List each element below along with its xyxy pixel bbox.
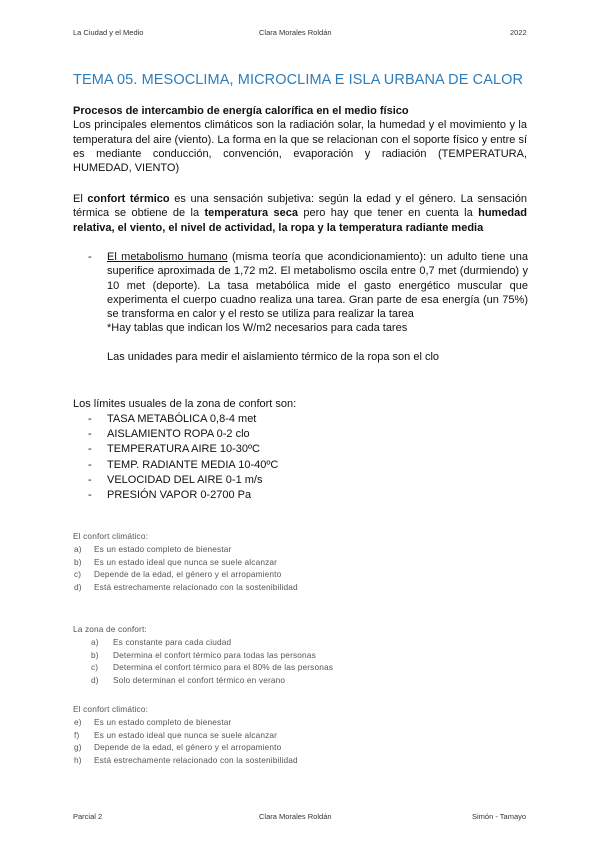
section-thermal-comfort (73, 192, 527, 235)
list-item: - TEMP. RADIANTE MEDIA 10-40ºC (88, 458, 279, 471)
quiz-question: El confort climático: (73, 704, 149, 714)
bullet-dash: - (88, 251, 92, 263)
quiz-option[interactable]: a) Es constante para cada ciudad (91, 636, 232, 647)
footer-teachers: Simón - Tamayo (472, 812, 527, 821)
text: es una sensación subjetiva: según la edad y el género. La sensación térmica se obtiene de la (73, 193, 527, 220)
quiz-option[interactable]: e) Es un estado completo de bienestar (74, 716, 232, 727)
metabolism-note: *Hay tablas que indican los W/m2 necesarios para cada tares (107, 322, 408, 335)
limits-title: Los límites usuales de la zona de confort son: (73, 398, 297, 410)
metabolism-bullet (88, 250, 528, 364)
quiz-option[interactable]: d) Está estrechamente relacionado con la sostenibilidad (74, 582, 298, 593)
quiz-option[interactable]: f) Es un estado ideal que nunca se suele alcanzar (74, 729, 278, 740)
quiz-option[interactable]: b) Determina el confort térmico para todas las personas (91, 649, 316, 660)
quiz-option[interactable]: h) Está estrechamente relacionado con la sostenibilidad (74, 755, 298, 766)
list-item: - PRESIÓN VAPOR 0-2700 Pa (88, 489, 252, 502)
metabolism-link[interactable]: El metabolismo humano (107, 251, 228, 263)
footer-author: Clara Morales Roldán (259, 812, 332, 821)
limits-list (88, 412, 278, 503)
quiz-option[interactable]: c) Depende de la edad, el género y el arropamiento (74, 569, 282, 580)
quiz-option[interactable]: a) Es un estado completo de bienestar (74, 543, 232, 554)
header-author: Clara Morales Roldán (259, 28, 332, 37)
bold-term: humedad relativa, el viento, el nivel de actividad, la ropa y la temperatura radiante media (73, 207, 527, 234)
quiz-confort-climatico-2 (73, 703, 298, 767)
list-item: - VELOCIDAD DEL AIRE 0-1 m/s (88, 473, 263, 486)
footer-exam: Parcial 2 (73, 812, 103, 821)
quiz-zona-confort (73, 623, 333, 687)
section-heading: Procesos de intercambio de energía calorífica en el medio físico (73, 105, 409, 117)
quiz-question: El confort climático: (73, 531, 149, 541)
quiz-option[interactable]: b) Es un estado ideal que nunca se suele alcanzar (74, 556, 278, 567)
quiz-option[interactable]: d) Solo determinan el confort térmico en verano (91, 675, 286, 686)
quiz-option[interactable]: c) Determina el confort térmico para el 80% de las personas (91, 662, 334, 673)
bold-term: confort térmico (87, 193, 170, 205)
section-energy-exchange (73, 104, 527, 175)
section-body: Los principales elementos climáticos son la radiación solar, la humedad y el movimiento y la temperatura del aire (viento). La forma en la que se relacionan con el soporte físico y entre sí es mediante conducción, convención, evaporación y radiación (TEMPERATURA, HUMEDAD, VIENTO) (73, 119, 527, 175)
text: pero hay que tener en cuenta la (297, 207, 479, 220)
page-title: TEMA 05. MESOCLIMA, MICROCLIMA E ISLA URBANA DE CALOR (73, 72, 524, 88)
list-item: - TASA METABÓLICA 0,8-4 met (88, 413, 257, 425)
bold-term: temperatura seca (204, 207, 298, 220)
quiz-confort-climatico-1 (73, 530, 298, 594)
quiz-option[interactable]: g) Depende de la edad, el género y el arropamiento (74, 742, 282, 753)
header-year: 2022 (510, 28, 527, 37)
list-item: - AISLAMIENTO ROPA 0-2 clo (88, 428, 250, 441)
quiz-question: La zona de confort: (73, 624, 147, 634)
metabolism-text: (misma teoría que acondicionamiento): un adulto tiene una superifice aproximada de 1,72 m2. El metabolismo oscila entre 0,7 met (durmiendo) y 10 met (deporte). La tasa metabólica mide el gasto energético muscular que experimenta el cuerpo cuadno realiza una tarea. Gran parte de esa energía (un 75%) se transforma en calor y el resto se utiliza para realizar la tarea (107, 251, 528, 321)
clothing-note: Las unidades para medir el aislamiento térmico de la ropa son el clo (107, 350, 440, 363)
header-course: La Ciudad y el Medio (73, 28, 144, 37)
text: El (73, 193, 88, 205)
list-item: - TEMPERATURA AIRE 10-30ºC (88, 443, 260, 456)
